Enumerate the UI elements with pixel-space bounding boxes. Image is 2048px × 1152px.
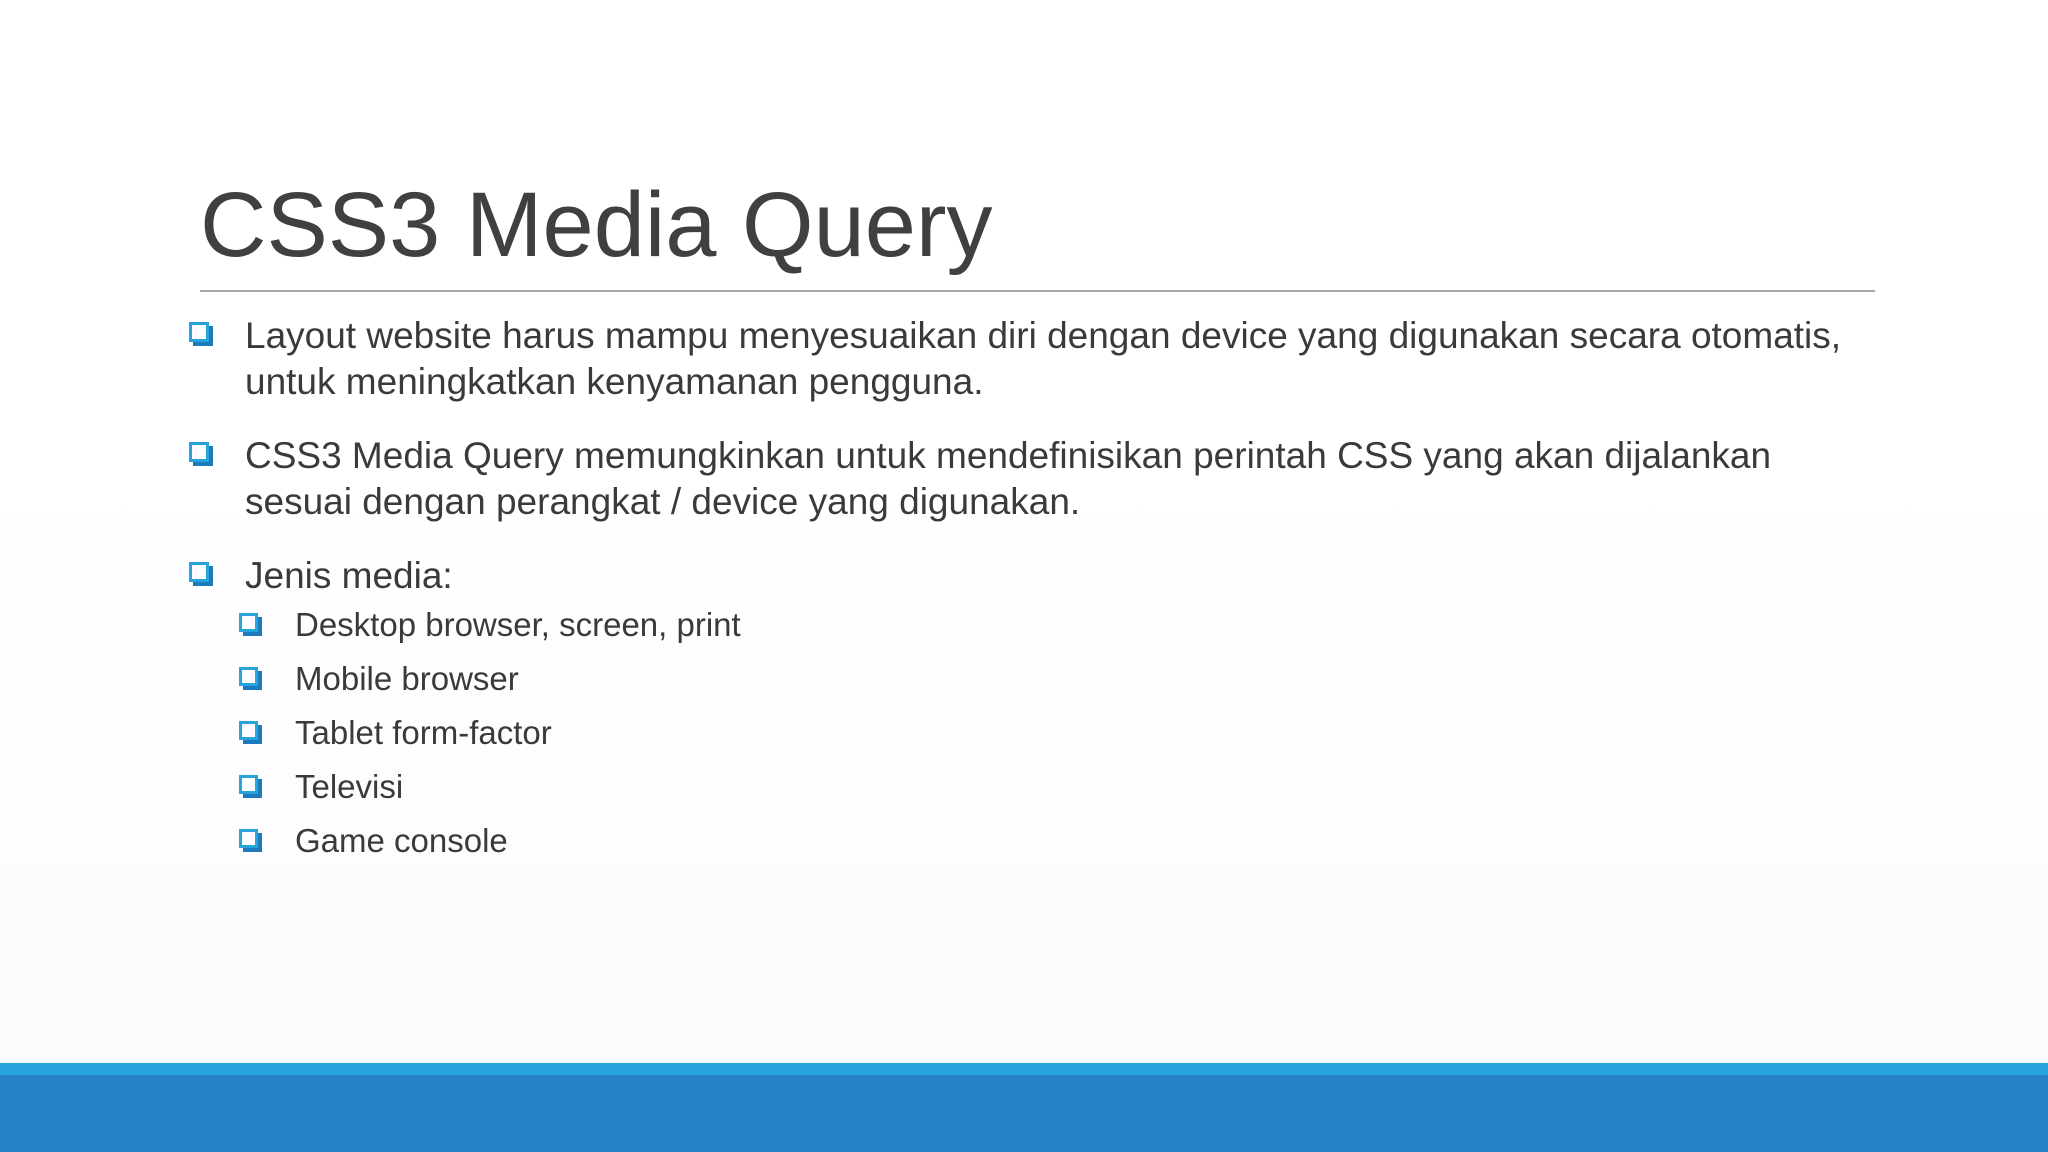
square-bullet-icon xyxy=(239,775,258,794)
square-bullet-icon xyxy=(189,442,209,462)
sub-bullet-item xyxy=(235,713,1885,753)
bullet-item xyxy=(185,313,1885,405)
square-bullet-icon xyxy=(189,562,209,582)
sub-bullet-text: Tablet form-factor xyxy=(295,714,552,751)
sub-bullet-text: Televisi xyxy=(295,768,404,805)
sub-bullet-item xyxy=(235,767,1885,807)
sub-bullet-item xyxy=(235,821,1885,861)
footer-accent-band xyxy=(0,1063,2048,1075)
slide-content xyxy=(185,313,1885,875)
slide-title: CSS3 Media Query xyxy=(200,174,993,276)
sub-bullet-text: Desktop browser, screen, print xyxy=(295,606,741,643)
square-bullet-icon xyxy=(239,613,258,632)
sub-bullet-text: Game console xyxy=(295,822,508,859)
bullet-text: Layout website harus mampu menyesuaikan diri dengan device yang digunakan secara otomatis, untuk meningkatkan kenyamanan pengguna. xyxy=(245,315,1842,402)
sub-bullet-text: Mobile browser xyxy=(295,660,519,697)
title-divider xyxy=(200,290,1875,292)
bullet-item xyxy=(185,553,1885,599)
sub-bullet-item xyxy=(235,659,1885,699)
media-type-list xyxy=(185,605,1885,861)
sub-bullet-item xyxy=(235,605,1885,645)
square-bullet-icon xyxy=(189,322,209,342)
square-bullet-icon xyxy=(239,829,258,848)
bullet-text: CSS3 Media Query memungkinkan untuk mendefinisikan perintah CSS yang akan dijalankan sesuai dengan perangkat / device yang digunakan. xyxy=(245,435,1772,522)
footer-band xyxy=(0,1075,2048,1152)
square-bullet-icon xyxy=(239,721,258,740)
bullet-item xyxy=(185,433,1885,525)
square-bullet-icon xyxy=(239,667,258,686)
bullet-text: Jenis media: xyxy=(245,555,453,596)
